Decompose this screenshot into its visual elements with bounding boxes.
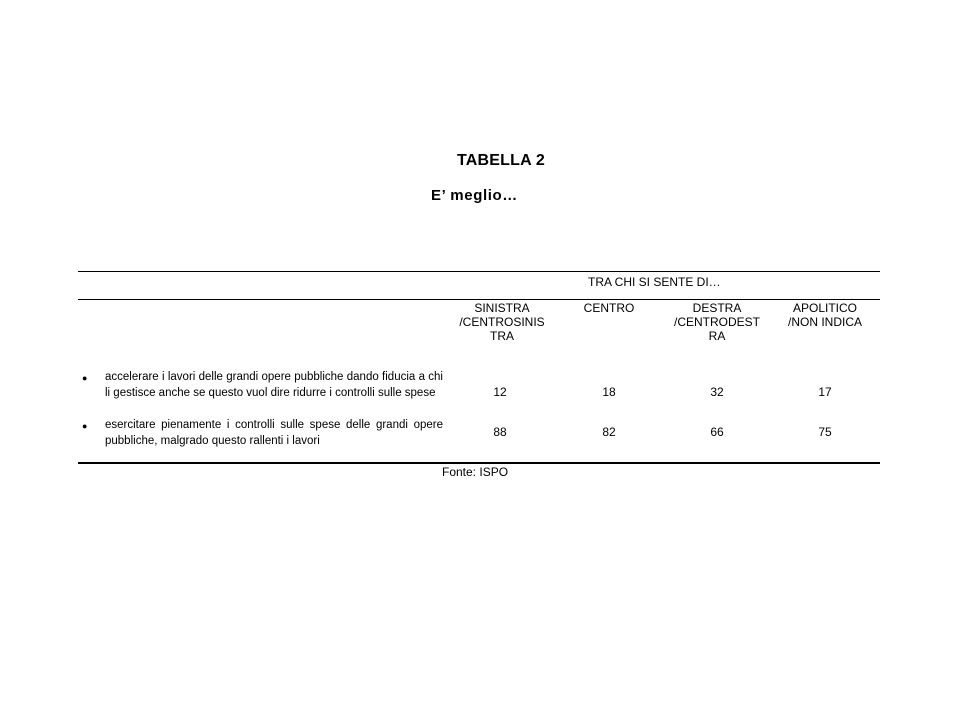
- column-header-apolitico: APOLITICO /NON INDICA: [787, 301, 862, 329]
- table-cell: 17: [818, 385, 832, 399]
- source-note: Fonte: ISPO: [442, 465, 509, 479]
- table-cell: 88: [493, 425, 507, 439]
- table-subtitle: E’ meglio…: [431, 187, 518, 204]
- table-cell: 18: [602, 385, 616, 399]
- top-rule: [78, 271, 880, 272]
- table-cell: 12: [493, 385, 507, 399]
- bullet-icon: ●: [82, 421, 88, 431]
- group-header: TRA CHI SI SENTE DI…: [588, 275, 721, 289]
- bullet-icon: ●: [82, 373, 88, 383]
- column-header-sinistra: SINISTRA /CENTROSINIS TRA: [459, 301, 545, 343]
- table-cell: 82: [602, 425, 616, 439]
- row-label: esercitare pienamente i controlli sulle spese delle grandi opere pubbliche, malgrado questo rallenti i lavori: [105, 419, 443, 447]
- row-label: accelerare i lavori delle grandi opere pubbliche dando fiducia a chi li gestisce anche se questo vuol dire ridurre i controlli sulle spese: [105, 371, 443, 399]
- header-rule: [78, 299, 880, 300]
- column-header-destra: DESTRA /CENTRODEST RA: [673, 301, 760, 343]
- table-cell: 75: [818, 425, 832, 439]
- column-header-centro: CENTRO: [583, 301, 635, 315]
- table-title: TABELLA 2: [457, 152, 546, 169]
- table-cell: 66: [710, 425, 724, 439]
- table-cell: 32: [710, 385, 724, 399]
- bottom-rule: [78, 462, 880, 464]
